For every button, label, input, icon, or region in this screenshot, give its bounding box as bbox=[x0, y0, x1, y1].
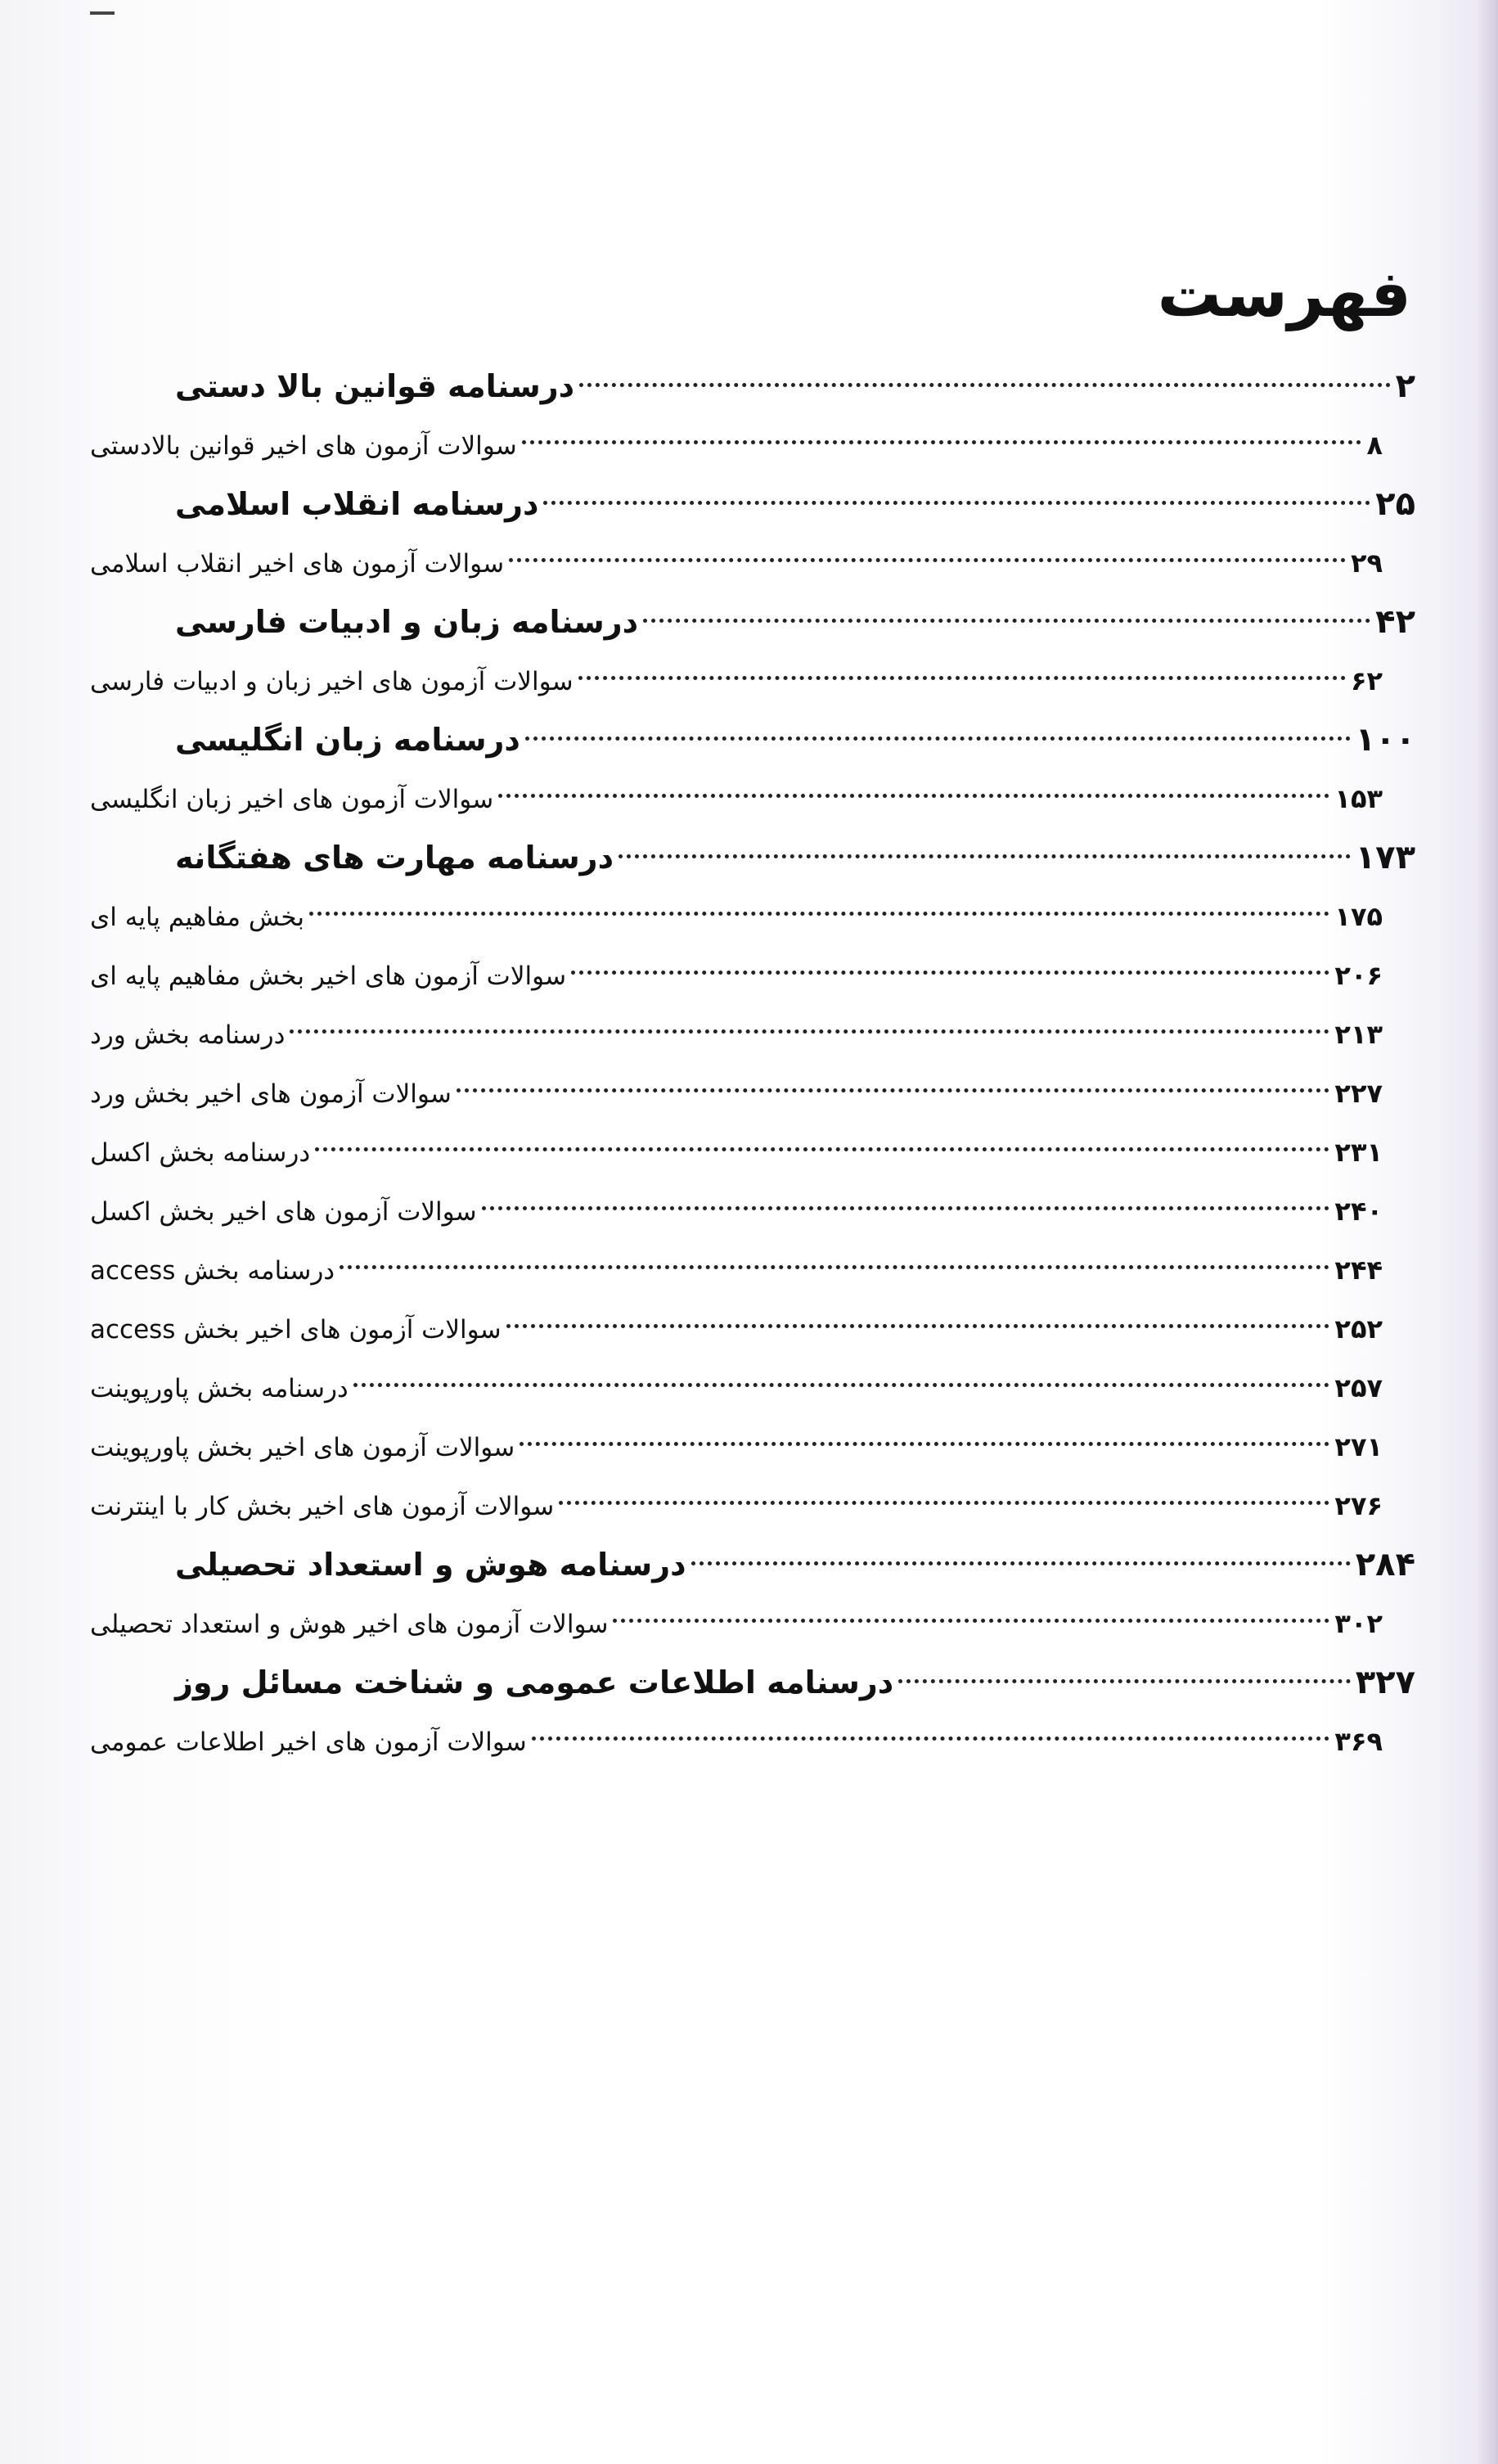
toc-entry-label: درسنامه مهارت های هفتگانه bbox=[175, 840, 614, 876]
dot-leader bbox=[482, 1206, 1330, 1210]
toc-entry-label: درسنامه زبان و ادبیات فارسی bbox=[175, 604, 639, 640]
toc-entry-label: سوالات آزمون های اخیر هوش و استعداد تحصیلی bbox=[90, 1610, 609, 1639]
toc-subsection-entry bbox=[90, 1594, 1415, 1653]
dot-leader bbox=[522, 440, 1362, 444]
dot-leader bbox=[619, 854, 1351, 858]
toc-page-number: ۲۹ bbox=[1350, 547, 1383, 579]
dot-leader bbox=[559, 1501, 1329, 1505]
toc-page-number: ۲۱۳ bbox=[1334, 1019, 1383, 1050]
toc-page-number: ۳۲۷ bbox=[1355, 1664, 1415, 1701]
dot-leader bbox=[532, 1737, 1330, 1741]
dot-leader bbox=[309, 912, 1329, 916]
toc-page-number: ۲ bbox=[1395, 367, 1415, 405]
toc-entry-label: درسنامه بخش access bbox=[90, 1256, 335, 1286]
toc-entry-label: سوالات آزمون های اخیر زبان و ادبیات فارسی bbox=[90, 667, 574, 696]
toc-entry-label: سوالات آزمون های اخیر قوانین بالادستی bbox=[90, 431, 517, 461]
dot-leader bbox=[506, 1324, 1330, 1328]
toc-page-number: ۱۷۵ bbox=[1334, 901, 1383, 932]
dot-leader bbox=[691, 1561, 1351, 1565]
toc-subsection-entry bbox=[90, 1241, 1415, 1300]
dot-leader bbox=[543, 501, 1370, 505]
dot-leader bbox=[898, 1679, 1351, 1683]
toc-subsection-entry bbox=[90, 946, 1415, 1005]
toc-chapter-entry bbox=[90, 828, 1415, 887]
toc-entry-label: درسنامه بخش پاورپوینت bbox=[90, 1374, 349, 1403]
toc-page-number: ۴۲ bbox=[1375, 603, 1415, 641]
toc-page-number: ۱۷۳ bbox=[1355, 839, 1415, 876]
toc-page-number: ۲۷۶ bbox=[1334, 1490, 1383, 1521]
toc-subsection-entry bbox=[90, 1005, 1415, 1064]
toc-subsection-entry bbox=[90, 1417, 1415, 1476]
toc-entry-label: سوالات آزمون های اخیر بخش اکسل bbox=[90, 1197, 477, 1227]
toc-page-number: ۲۲۷ bbox=[1334, 1078, 1383, 1109]
toc-page-number: ۲۸۴ bbox=[1355, 1546, 1415, 1583]
toc-entry-label: درسنامه انقلاب اسلامی bbox=[175, 486, 539, 522]
toc-page-number: ۱۰۰ bbox=[1355, 721, 1415, 759]
toc-entry-label: بخش مفاهیم پایه ای bbox=[90, 903, 304, 932]
toc-entry-label: سوالات آزمون های اخیر بخش پاورپوینت bbox=[90, 1433, 515, 1462]
dot-leader bbox=[578, 676, 1346, 680]
toc-entry-label: سوالات آزمون های اخیر بخش access bbox=[90, 1315, 502, 1345]
toc-entry-label: درسنامه بخش اکسل bbox=[90, 1138, 311, 1168]
dot-leader bbox=[520, 1442, 1329, 1446]
toc-subsection-entry bbox=[90, 1358, 1415, 1417]
toc-entry-label: درسنامه اطلاعات عمومی و شناخت مسائل روز bbox=[175, 1664, 894, 1700]
dot-leader bbox=[315, 1147, 1329, 1151]
toc-chapter-entry bbox=[90, 710, 1415, 769]
dot-leader bbox=[643, 619, 1370, 623]
dot-leader bbox=[509, 558, 1346, 562]
toc-page-number: ۲۴۰ bbox=[1334, 1196, 1383, 1227]
toc-page-number: ۱۵۳ bbox=[1334, 783, 1383, 814]
toc-subsection-entry bbox=[90, 1712, 1415, 1771]
toc-entry-label: سوالات آزمون های اخیر بخش ورد bbox=[90, 1079, 452, 1109]
toc-subsection-entry bbox=[90, 1476, 1415, 1535]
toc-page-number: ۲۰۶ bbox=[1334, 960, 1383, 991]
table-of-contents bbox=[90, 357, 1415, 1771]
toc-subsection-entry bbox=[90, 1123, 1415, 1182]
dot-leader bbox=[457, 1088, 1330, 1092]
dot-leader bbox=[571, 971, 1329, 975]
page-edge-shadow bbox=[1477, 0, 1498, 2464]
toc-chapter-entry bbox=[90, 357, 1415, 416]
toc-subsection-entry bbox=[90, 534, 1415, 592]
toc-chapter-entry bbox=[90, 592, 1415, 651]
dot-leader bbox=[579, 383, 1390, 387]
toc-entry-label: درسنامه زبان انگلیسی bbox=[175, 722, 520, 758]
toc-chapter-entry bbox=[90, 475, 1415, 534]
toc-entry-label: سوالات آزمون های اخیر انقلاب اسلامی bbox=[90, 549, 505, 579]
toc-page-number: ۲۵۲ bbox=[1334, 1313, 1383, 1345]
toc-page-number: ۲۷۱ bbox=[1334, 1431, 1383, 1462]
dot-leader bbox=[353, 1383, 1330, 1387]
toc-subsection-entry bbox=[90, 1064, 1415, 1123]
toc-entry-label: سوالات آزمون های اخیر بخش مفاهیم پایه ای bbox=[90, 962, 567, 991]
toc-page-number: ۲۵ bbox=[1375, 485, 1415, 523]
scan-mark bbox=[90, 11, 115, 15]
dot-leader bbox=[290, 1029, 1329, 1034]
toc-entry-label: سوالات آزمون های اخیر بخش کار با اینترنت bbox=[90, 1492, 555, 1521]
toc-page-number: ۶۲ bbox=[1350, 665, 1383, 696]
dot-leader bbox=[340, 1265, 1329, 1269]
toc-chapter-entry bbox=[90, 1535, 1415, 1594]
toc-subsection-entry bbox=[90, 887, 1415, 946]
toc-subsection-entry bbox=[90, 651, 1415, 710]
toc-chapter-entry bbox=[90, 1653, 1415, 1712]
dot-leader bbox=[613, 1619, 1329, 1623]
toc-page-number: ۲۵۷ bbox=[1334, 1372, 1383, 1403]
toc-page-number: ۲۳۱ bbox=[1334, 1137, 1383, 1168]
toc-entry-label: سوالات آزمون های اخیر زبان انگلیسی bbox=[90, 785, 494, 814]
toc-entry-label: درسنامه هوش و استعداد تحصیلی bbox=[175, 1547, 686, 1583]
toc-page-number: ۸ bbox=[1366, 430, 1383, 461]
toc-subsection-entry bbox=[90, 416, 1415, 475]
toc-subsection-entry bbox=[90, 1182, 1415, 1241]
toc-subsection-entry bbox=[90, 769, 1415, 828]
dot-leader bbox=[525, 736, 1351, 741]
toc-entry-label: سوالات آزمون های اخیر اطلاعات عمومی bbox=[90, 1728, 527, 1757]
toc-entry-label: درسنامه قوانین بالا دستی bbox=[175, 368, 575, 404]
toc-page-number: ۳۰۲ bbox=[1334, 1608, 1383, 1639]
dot-leader bbox=[498, 794, 1329, 798]
page-title: فهرست bbox=[1157, 258, 1411, 331]
toc-page-number: ۳۶۹ bbox=[1334, 1726, 1383, 1757]
toc-entry-label: درسنامه بخش ورد bbox=[90, 1020, 286, 1050]
toc-subsection-entry bbox=[90, 1300, 1415, 1358]
toc-page-number: ۲۴۴ bbox=[1334, 1255, 1383, 1286]
